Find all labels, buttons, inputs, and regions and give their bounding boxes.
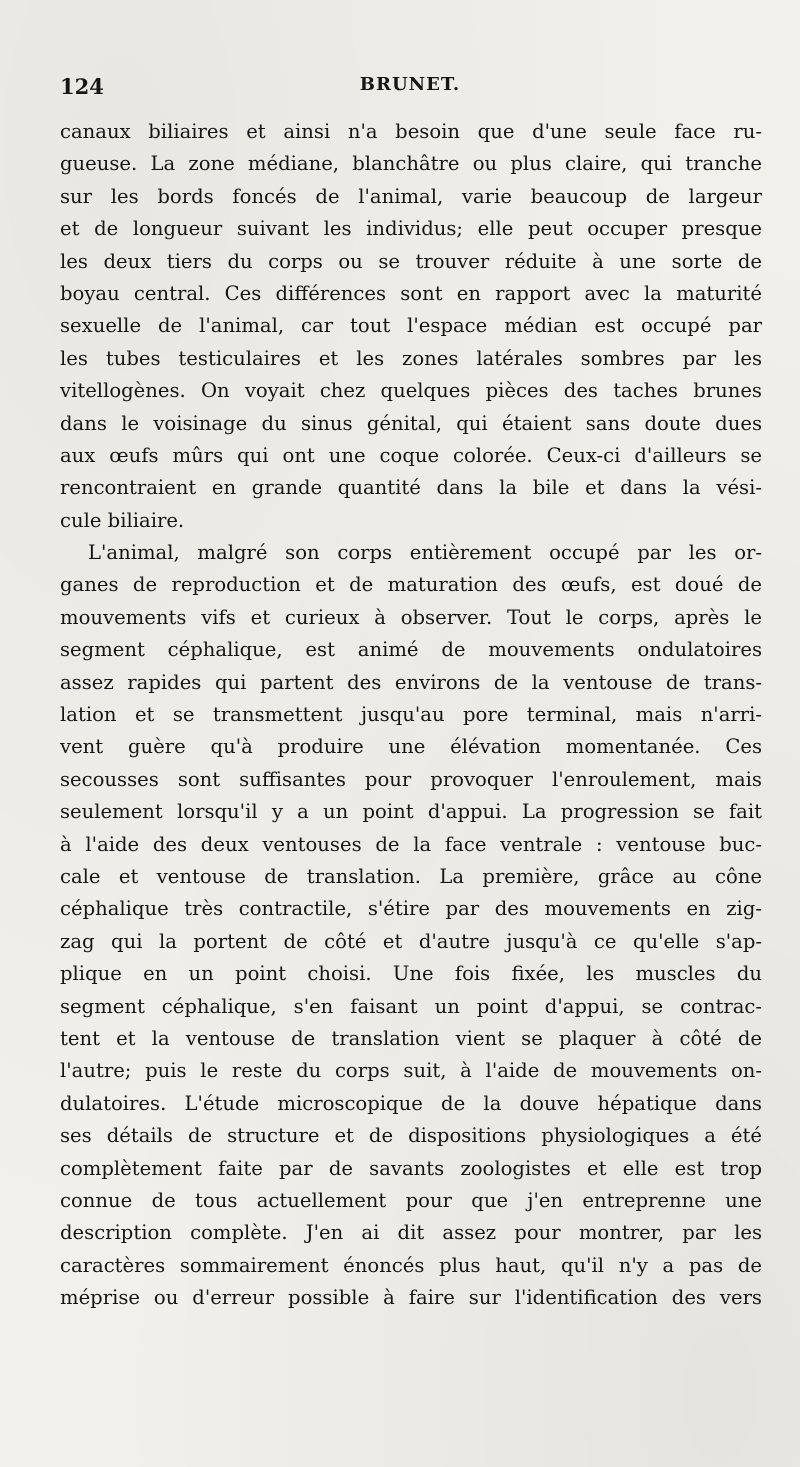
- text-line: sexuelle de l'animal, car tout l'espace médian est occupé par: [60, 314, 762, 338]
- page-header: [60, 74, 760, 104]
- page-number: 124: [60, 74, 104, 99]
- text-line: complètement faite par de savants zoologistes et elle est trop: [60, 1156, 762, 1180]
- text-line: dans le voisinage du sinus génital, qui étaient sans doute dues: [60, 411, 762, 435]
- text-line: caractères sommairement énoncés plus haut, qu'il n'y a pas de: [60, 1253, 762, 1277]
- text-line: canaux biliaires et ainsi n'a besoin que d'une seule face ru-: [60, 120, 762, 143]
- text-line: segment céphalique, s'en faisant un point d'appui, se contrac-: [60, 994, 762, 1018]
- text-line: segment céphalique, est animé de mouvements ondulatoires: [60, 638, 762, 662]
- paragraph-1: [60, 116, 762, 537]
- paragraph-2: [60, 537, 762, 1314]
- text-line: ganes de reproduction et de maturation des œufs, est doué de: [60, 573, 762, 597]
- text-line: céphalique très contractile, s'étire par des mouvements en zig-: [60, 897, 762, 921]
- text-line: plique en un point choisi. Une fois fixée, les muscles du: [60, 962, 762, 986]
- text-line: ses détails de structure et de dispositions physiologiques a été: [60, 1124, 762, 1148]
- text-line: description complète. J'en ai dit assez pour montrer, par les: [60, 1221, 762, 1245]
- text-line: méprise ou d'erreur possible à faire sur l'identification des vers: [60, 1286, 762, 1310]
- text-line: mouvements vifs et curieux à observer. Tout le corps, après le: [60, 605, 762, 629]
- text-line: L'animal, malgré son corps entièrement occupé par les or-: [88, 541, 762, 565]
- running-head: BRUNET.: [359, 74, 461, 95]
- text-line: les deux tiers du corps ou se trouver réduite à une sorte de: [60, 249, 762, 273]
- text-line: sur les bords foncés de l'animal, varie beaucoup de largeur: [60, 184, 762, 208]
- text-line: cule biliaire.: [60, 508, 185, 532]
- text-line: connue de tous actuellement pour que j'en entreprenne une: [60, 1188, 762, 1212]
- text-line: tent et la ventouse de translation vient se plaquer à côté de: [60, 1026, 762, 1050]
- text-line: les tubes testiculaires et les zones latérales sombres par les: [60, 346, 762, 370]
- text-line: dulatoires. L'étude microscopique de la douve hépatique dans: [60, 1091, 762, 1115]
- text-line: vent guère qu'à produire une élévation momentanée. Ces: [60, 735, 762, 759]
- text-line: gueuse. La zone médiane, blanchâtre ou plus claire, qui tranche: [60, 152, 762, 176]
- text-line: vitellogènes. On voyait chez quelques pièces des taches brunes: [60, 379, 762, 403]
- text-line: zag qui la portent de côté et d'autre jusqu'à ce qu'elle s'ap-: [60, 929, 762, 953]
- text-line: lation et se transmettent jusqu'au pore terminal, mais n'arri-: [60, 703, 762, 727]
- text-line: rencontraient en grande quantité dans la bile et dans la vési-: [60, 476, 762, 500]
- text-line: assez rapides qui partent des environs de la ventouse de trans-: [60, 670, 762, 694]
- text-line: l'autre; puis le reste du corps suit, à l'aide de mouvements on-: [60, 1059, 762, 1083]
- text-line: à l'aide des deux ventouses de la face ventrale : ventouse buc-: [60, 832, 762, 856]
- body-text: [60, 116, 762, 1314]
- text-line: boyau central. Ces différences sont en rapport avec la maturité: [60, 281, 762, 305]
- text-line: secousses sont suffisantes pour provoquer l'enroulement, mais: [60, 767, 762, 791]
- text-line: cale et ventouse de translation. La première, grâce au cône: [60, 864, 762, 888]
- text-line: et de longueur suivant les individus; elle peut occuper presque: [60, 217, 762, 241]
- text-line: aux œufs mûrs qui ont une coque colorée. Ceux-ci d'ailleurs se: [60, 443, 762, 467]
- text-line: seulement lorsqu'il y a un point d'appui. La progression se fait: [60, 800, 762, 824]
